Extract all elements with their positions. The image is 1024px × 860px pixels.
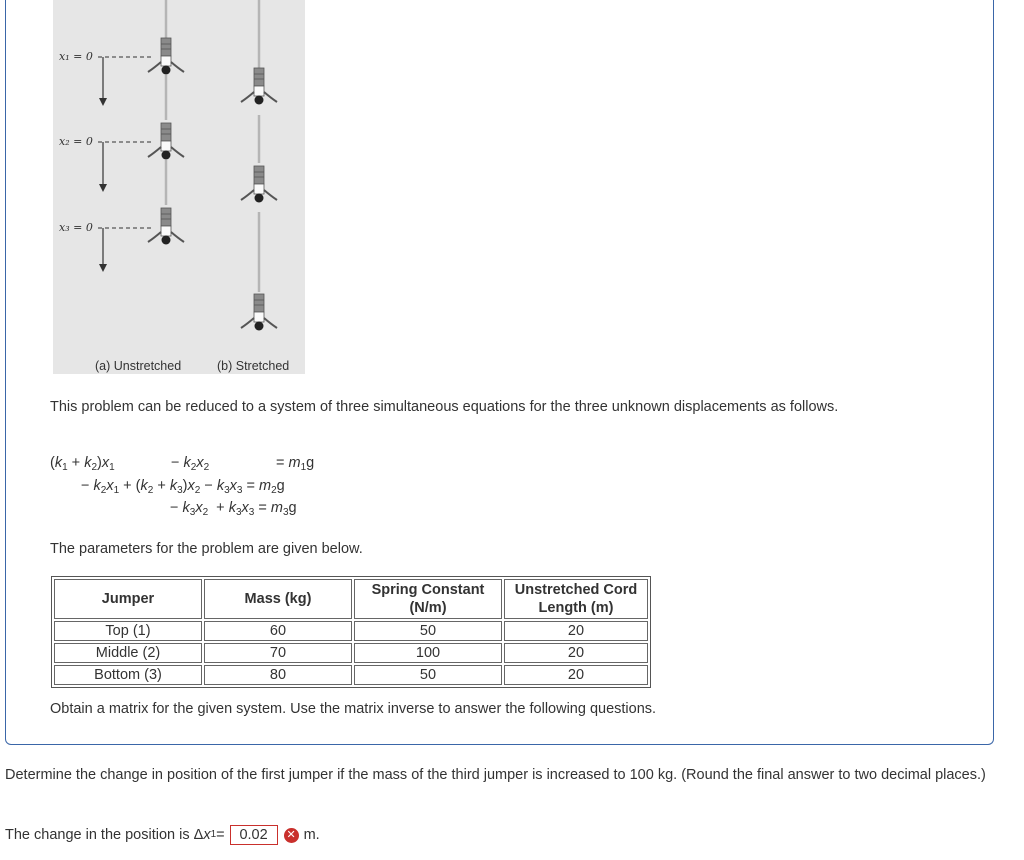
header-spring-constant-line1: Spring Constant bbox=[371, 582, 485, 598]
table-cell: 100 bbox=[354, 643, 502, 663]
header-spring-constant bbox=[354, 579, 502, 619]
header-jumper: Jumper bbox=[54, 579, 202, 619]
table-header-row bbox=[54, 579, 648, 619]
label-x1: x₁ = 0 bbox=[59, 50, 93, 63]
table-cell: Top (1) bbox=[54, 621, 202, 641]
equation-1-rhs: = $m_1g$ bbox=[276, 455, 315, 473]
answer-equals: = bbox=[216, 827, 225, 843]
table-cell: 50 bbox=[354, 621, 502, 641]
equation-1: $(k_1 + k_2)x_1$ bbox=[50, 455, 115, 473]
table-row bbox=[54, 643, 648, 663]
header-cord-length bbox=[504, 579, 648, 619]
caption-stretched: (b) Stretched bbox=[217, 359, 290, 373]
table-row bbox=[54, 665, 648, 685]
table-cell: 50 bbox=[354, 665, 502, 685]
table-cell: 20 bbox=[504, 665, 648, 685]
table-cell: 60 bbox=[204, 621, 352, 641]
table-cell: Middle (2) bbox=[54, 643, 202, 663]
label-x2: x₂ = 0 bbox=[59, 135, 93, 148]
table-cell: 20 bbox=[504, 621, 648, 641]
header-cord-length-line2: Length (m) bbox=[538, 600, 614, 616]
header-cord-length-line1: Unstretched Cord bbox=[514, 582, 638, 598]
bungee-figure bbox=[53, 0, 305, 374]
table-cell: 80 bbox=[204, 665, 352, 685]
answer-unit: m. bbox=[303, 827, 320, 843]
instruction-text: Obtain a matrix for the given system. Use the matrix inverse to answer the following questions. bbox=[50, 701, 657, 717]
label-x3: x₃ = 0 bbox=[59, 221, 93, 234]
table-cell: 20 bbox=[504, 643, 648, 663]
header-spring-constant-line2: (N/m) bbox=[409, 600, 447, 616]
equation-3: − $k_3x_2 + k_3x_3 = m_3g$ bbox=[170, 500, 297, 518]
intro-text: This problem can be reduced to a system of three simultaneous equations for the three unknown displacements as follows. bbox=[50, 399, 839, 415]
caption-unstretched: (a) Unstretched bbox=[95, 359, 182, 373]
equation-1-term2: − $k_2x_2$ bbox=[171, 455, 210, 473]
table-row bbox=[54, 621, 648, 641]
equation-2: − $k_2x_1 + (k_2 + k_3)x_2 - k_3x_3 = m_2g$ bbox=[81, 478, 285, 496]
answer-input[interactable]: 0.02 bbox=[230, 825, 278, 845]
question-text: Determine the change in position of the first jumper if the mass of the third jumper is increased to 100 kg. (Round the final answer to two decimal places.) bbox=[5, 767, 986, 783]
answer-line: The change in the position is Δ x 1 = 0.02 ✕ m. bbox=[5, 827, 320, 843]
table-cell: 70 bbox=[204, 643, 352, 663]
answer-prefix: The change in the position is Δ bbox=[5, 827, 204, 843]
answer-var: x bbox=[203, 827, 211, 843]
params-intro: The parameters for the problem are given below. bbox=[50, 541, 363, 557]
table-cell: Bottom (3) bbox=[54, 665, 202, 685]
incorrect-icon: ✕ bbox=[284, 828, 299, 843]
parameters-table bbox=[51, 576, 651, 688]
header-mass: Mass (kg) bbox=[204, 579, 352, 619]
